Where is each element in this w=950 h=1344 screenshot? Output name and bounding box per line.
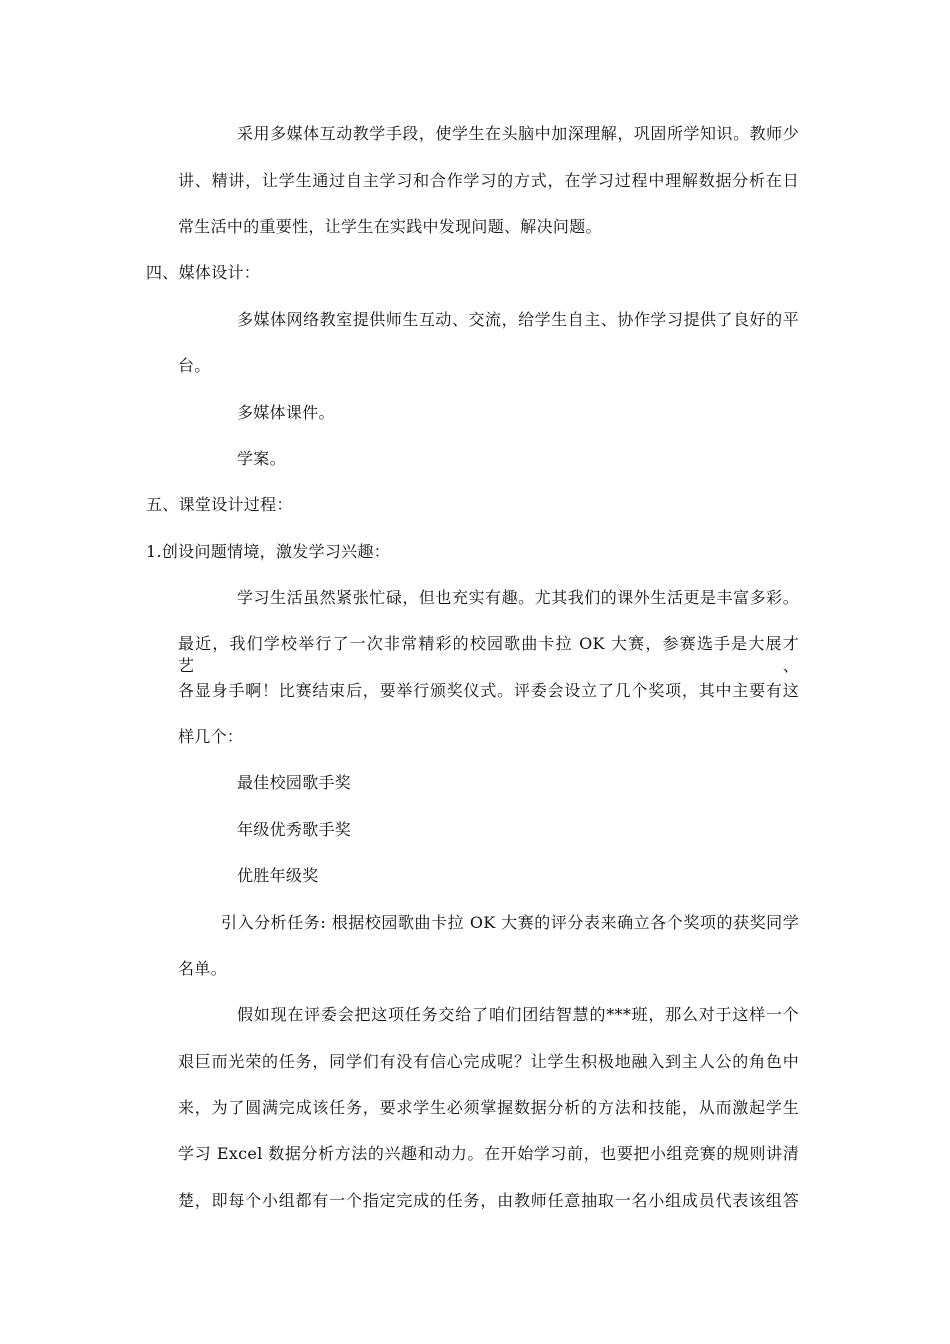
paragraph-line: 多媒体网络教室提供师生互动、交流，给学生自主、协作学习提供了良好的平 — [237, 310, 799, 329]
section-heading-media-design: 四、媒体设计： — [146, 263, 261, 282]
media-item-plan: 学案。 — [237, 449, 286, 468]
paragraph-line: 讲、精讲，让学生通过自主学习和合作学习的方式，在学习过程中理解数据分析在日 — [178, 171, 799, 190]
paragraph-line: 常生活中的重要性，让学生在实践中发现问题、解决问题。 — [178, 217, 602, 236]
award-item: 最佳校园歌手奖 — [237, 773, 352, 792]
media-item-courseware: 多媒体课件。 — [237, 403, 335, 422]
paragraph-line: 最近，我们学校举行了一次非常精彩的校园歌曲卡拉 OK 大赛，参赛选手是大展才艺、 — [178, 634, 799, 675]
paragraph-line: 假如现在评委会把这项任务交给了咱们团结智慧的***班，那么对于这样一个 — [237, 1005, 799, 1024]
paragraph-line: 采用多媒体互动教学手段，使学生在头脑中加深理解，巩固所学知识。教师少 — [237, 124, 799, 143]
award-item: 年级优秀歌手奖 — [237, 820, 352, 839]
task-line: 引入分析任务: 根据校园歌曲卡拉 OK 大赛的评分表来确立各个奖项的获奖同学 — [221, 913, 799, 932]
paragraph-line: 各显身手啊！比赛结束后，要举行颁奖仪式。评委会设立了几个奖项，其中主要有这 — [178, 681, 799, 700]
paragraph-line: 样几个： — [178, 727, 244, 746]
paragraph-line: 学习生活虽然紧张忙碌，但也充实有趣。尤其我们的课外生活更是丰富多彩。 — [237, 588, 799, 607]
award-item: 优胜年级奖 — [237, 866, 319, 885]
section-heading-class-process: 五、课堂设计过程： — [146, 495, 293, 514]
paragraph-line: 学习 Excel 数据分析方法的兴趣和动力。在开始学习前，也要把小组竞赛的规则讲清 — [178, 1144, 799, 1163]
paragraph-line: 来，为了圆满完成该任务，要求学生必须掌握数据分析的方法和技能，从而激起学生 — [178, 1098, 799, 1117]
task-line: 名单。 — [178, 959, 227, 978]
paragraph-line: 台。 — [178, 356, 211, 375]
paragraph-line: 艰巨而光荣的任务，同学们有没有信心完成呢？让学生积极地融入到主人公的角色中 — [178, 1052, 799, 1071]
subheading-problem-situation: 1.创设问题情境，激发学习兴趣： — [146, 542, 391, 561]
paragraph-line: 楚，即每个小组都有一个指定完成的任务，由教师任意抽取一名小组成员代表该组答 — [178, 1191, 799, 1210]
